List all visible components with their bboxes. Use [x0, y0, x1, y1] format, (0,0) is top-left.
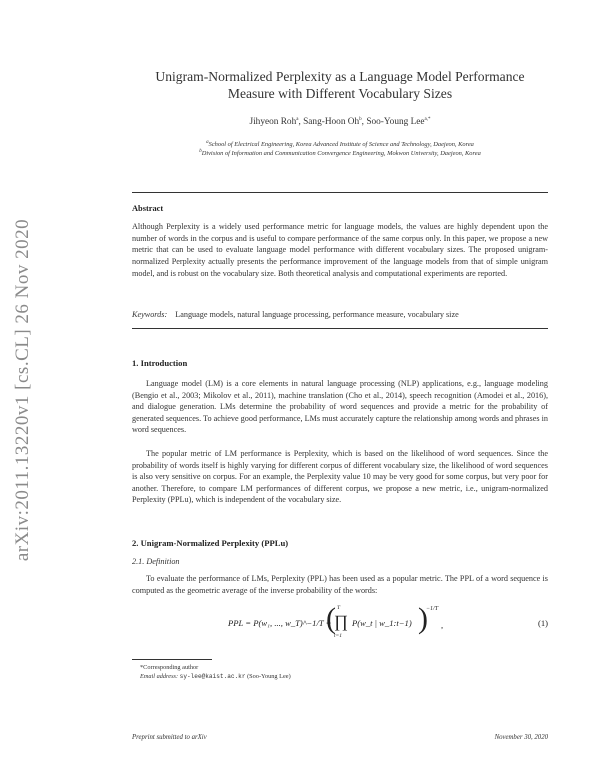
abstract-bottom-rule: [132, 328, 548, 329]
author-mark: a,*: [424, 116, 431, 122]
email-label: Email address:: [140, 673, 179, 680]
footnote-rule: [132, 659, 212, 660]
affiliations: [132, 141, 548, 159]
product-symbol: ∏: [334, 612, 348, 631]
left-paren: (: [326, 602, 336, 635]
author-name: Jihyeon Roh: [249, 117, 297, 127]
intro-paragraph-1: Language model (LM) is a core elements in natural language processing (NLP) applications, e.g., language modeling (Bengio et al., 2003; Mikolov et al., 2011), machine translation (Cho et al., 2014), speech recognition (Amodei et al., 2016), and dialogue generation. LMs determine the probability of word sequences and provide a metric for the probability of generated sequences. To achieve good performance, LMs must accurately capture the relationship among words and phrases in word sequences.: [132, 379, 548, 435]
section-heading-introduction: 1. Introduction: [132, 358, 188, 368]
email-line: [140, 672, 291, 681]
author-mark: a: [296, 116, 299, 122]
footnote: [140, 663, 291, 681]
equation-comma: ,: [441, 620, 444, 630]
corresponding-author-note: *Corresponding author: [140, 664, 199, 671]
product-upper-limit: T: [337, 605, 341, 611]
keywords-text: Language models, natural language processing, performance measure, vocabulary size: [175, 310, 459, 319]
email-address[interactable]: sy-lee@kaist.ac.kr: [179, 673, 246, 680]
abstract-top-rule: [132, 192, 548, 193]
abstract-text: Although Perplexity is a widely used performance metric for language models, the values are highly dependent upon the number of words in the corpus and is useful to compare performance of the same corpus only. In this paper, we propose a new metric that can be used to evaluate language model performance with different vocabulary sizes. The proposed unigram-normalized Perplexity actually presents the performance improvement of the language models from that of simple unigram model, and is robust on the vocabulary size. Both theoretical analysis and computational experiments are reported.: [132, 222, 548, 278]
preprint-note: Preprint submitted to arXiv: [132, 734, 207, 741]
affiliation: $^a$School of Electrical Engineering, Korea Advanced Institute of Science and Technology, Daejeon, Korea: [206, 139, 474, 148]
preprint-date: November 30, 2020: [494, 734, 548, 741]
keywords-line: [132, 310, 548, 319]
author-name: Soo-Young Lee: [366, 117, 425, 127]
paper-title: Unigram-Normalized Perplexity as a Language Model Performance Measure with Different Vocabulary Sizes: [155, 69, 525, 101]
intro-paragraph-2: The popular metric of LM performance is Perplexity, which is based on the likelihood of word sequences. Since the probability of words itself is highly varying for different corpus of different vocabulary size, the likelihood of word sequences is also very sensitive on corpus. For an example, the Perplexity value 10 may be very good for some corpus, but very poor for another. Therefore, to compare LM performances of different corpus, we propose a new metric, i.e., unigram-normalized Perplexity (PPLu), which is independent of the vocabulary size.: [132, 449, 548, 505]
equation-1: [228, 602, 548, 644]
email-owner: (Soo-Young Lee): [247, 673, 291, 680]
author-name: Sang-Hoon Oh: [303, 117, 360, 127]
abstract-heading: Abstract: [132, 204, 164, 213]
arxiv-stamp-text: arXiv:2011.13220v1 [cs.CL] 26 Nov 2020: [12, 218, 34, 562]
affiliation-mark: a: [206, 139, 209, 145]
affiliation: $^b$Division of Information and Communication Convergence Engineering, Mokwon University, Daejeon, Korea: [199, 148, 481, 157]
keywords-label: Keywords:: [132, 310, 168, 319]
product-lower-limit: t=1: [334, 633, 342, 639]
definition-paragraph: To evaluate the performance of LMs, Perplexity (PPL) has been used as a popular metric. The PPL of a word sequence is computed as the geometric average of the inverse probability of the words:: [132, 574, 548, 595]
equation-term: P(w_t | w_1:t−1): [352, 618, 412, 628]
author-list: Jihyeon Roh$^a$, Sang-Hoon Oh$^b$, Soo-Young Lee$^{a,*}$: [249, 116, 431, 127]
author-mark: b: [359, 116, 362, 122]
section-heading-pplu: 2. Unigram-Normalized Perplexity (PPLu): [132, 538, 289, 548]
equation-exponent: −1/T: [426, 606, 439, 612]
right-paren: ): [418, 602, 428, 635]
equation-lhs: PPL = P(w₁, ..., w_T)^−1/T =: [228, 618, 332, 628]
affiliation-mark: b: [199, 148, 202, 154]
arxiv-stamp: [10, 110, 36, 670]
subsection-heading-definition: 2.1. Definition: [132, 557, 180, 566]
equation-number: (1): [537, 618, 548, 628]
